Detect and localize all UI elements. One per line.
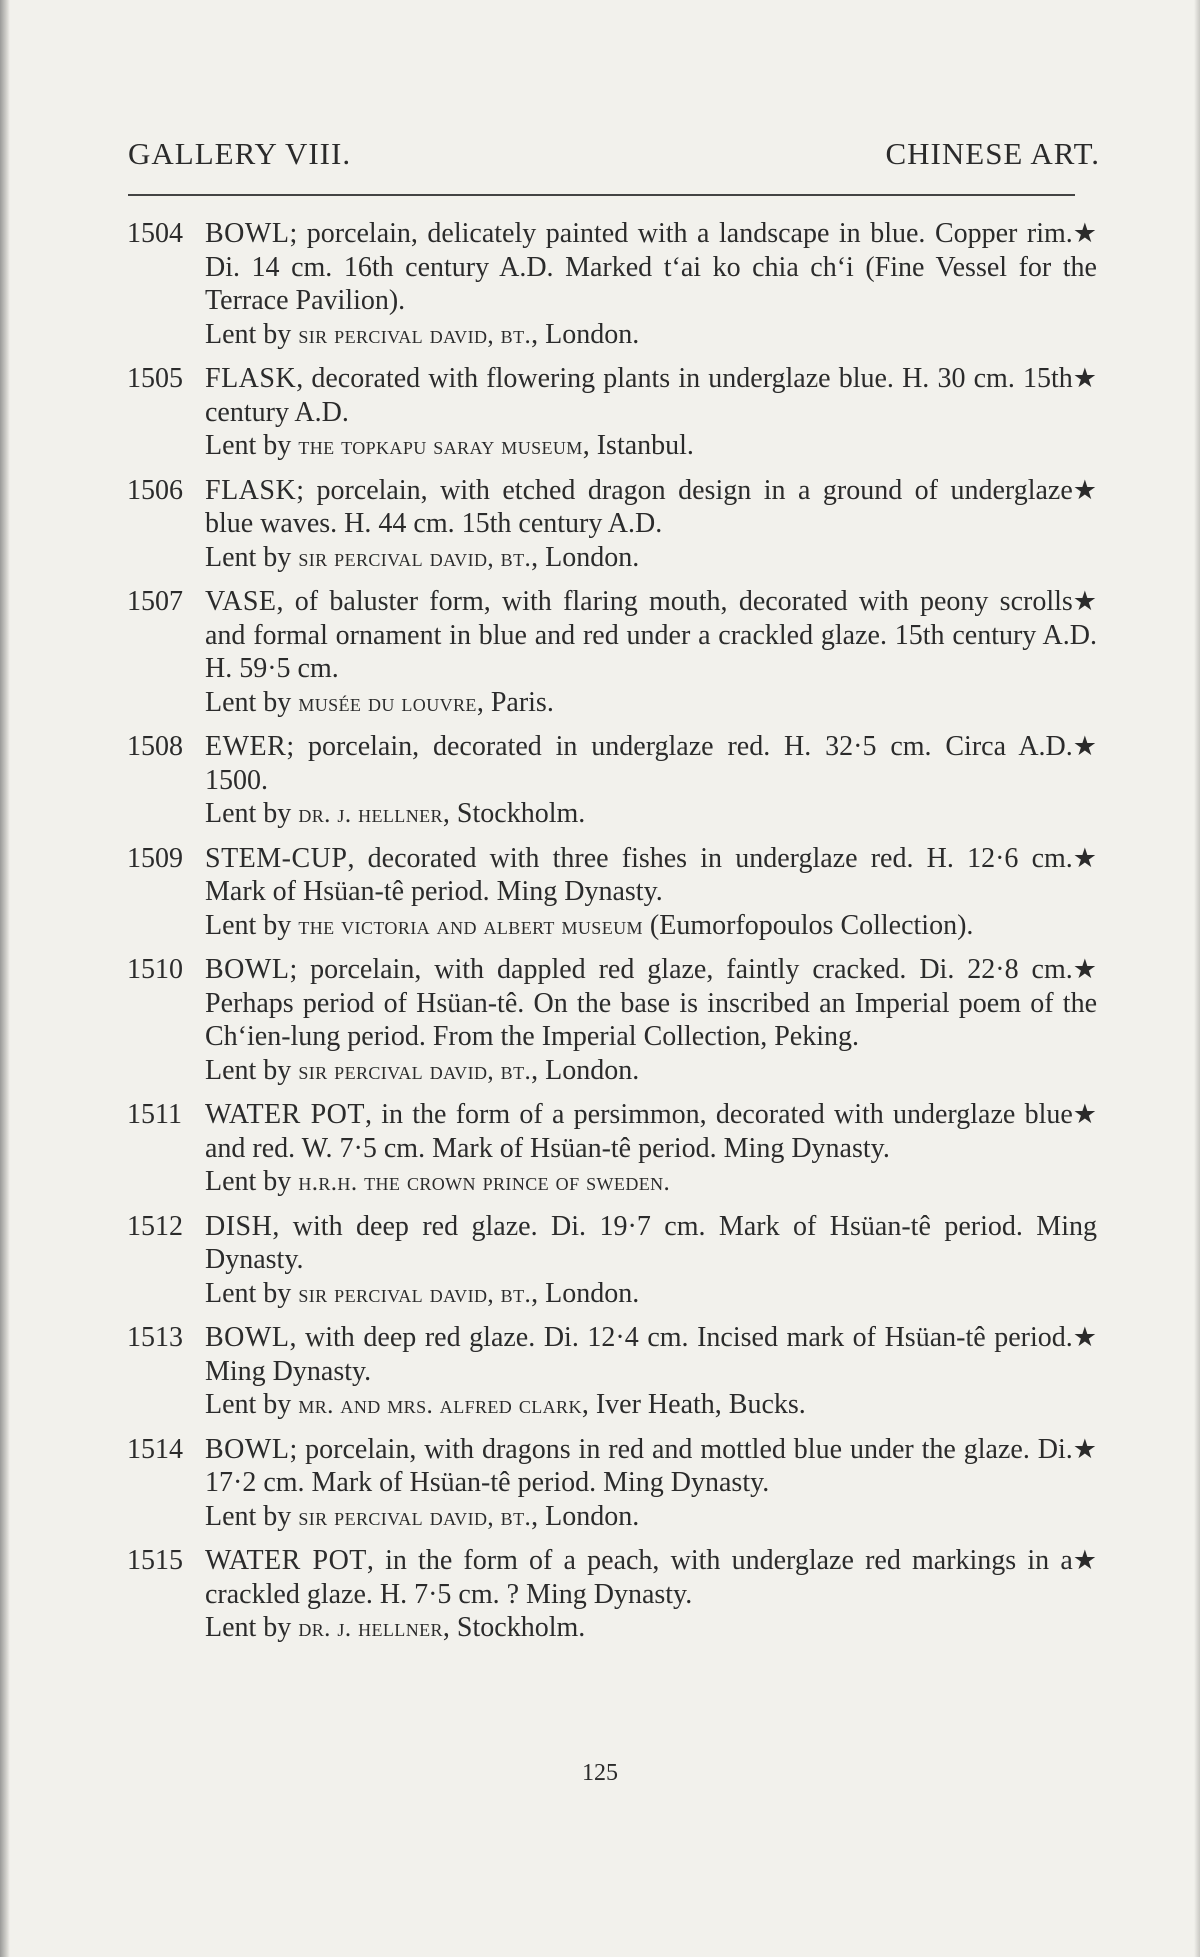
- entry-description: [205, 362, 1097, 429]
- lent-by-label: Lent by: [205, 1612, 292, 1643]
- lender-line: [205, 1611, 1097, 1646]
- object-details: ; porcelain, decorated in underglaze red. H. 32·5 cm. Circa A.D. 1500.: [205, 731, 1073, 796]
- star-mark: ★: [1072, 218, 1097, 248]
- object-details: , decorated with three fishes in underglaze red. H. 12·6 cm. Mark of Hsüan-tê period. Ming Dynasty.: [205, 842, 1073, 907]
- entry-number: 1510: [127, 954, 183, 985]
- catalogue-entry: [127, 1544, 1097, 1646]
- catalogue-entry: [127, 1433, 1097, 1535]
- catalogue-entry: [127, 842, 1097, 944]
- catalogue-entry: [127, 1321, 1097, 1423]
- entry-number: 1513: [127, 1322, 183, 1353]
- lender-name: sir percival david, bt.: [298, 321, 532, 349]
- lender-place: , Stockholm.: [442, 1612, 586, 1643]
- entry-description: [205, 1321, 1097, 1388]
- object-type: FLASK: [205, 474, 297, 506]
- lent-by-label: Lent by: [205, 1389, 292, 1420]
- lender-name: the topkapu saray museum: [298, 433, 583, 460]
- catalogue-entry: [127, 217, 1097, 352]
- catalogue-entries: [127, 217, 1097, 1656]
- entry-body: [205, 1433, 1097, 1535]
- lent-by-label: Lent by: [205, 430, 292, 461]
- entry-description: [205, 730, 1097, 797]
- star-mark: ★: [1072, 1099, 1097, 1129]
- lender-name: sir percival david, bt.: [298, 1057, 532, 1085]
- object-type: BOWL: [205, 1322, 290, 1353]
- object-type: VASE: [205, 586, 277, 617]
- catalogue-entry: [127, 1210, 1097, 1312]
- entry-number: 1515: [127, 1545, 183, 1576]
- entry-body: [205, 1321, 1097, 1423]
- entry-body: [205, 585, 1097, 720]
- lender-line: [205, 1165, 1097, 1200]
- entry-description: [205, 842, 1097, 909]
- lender-name: h.r.h. the crown prince of sweden.: [298, 1169, 671, 1196]
- lent-by-label: Lent by: [205, 541, 292, 573]
- entry-body: [205, 1098, 1097, 1200]
- lender-place: , Stockholm.: [442, 798, 586, 829]
- object-details: , in the form of a persimmon, decorated with underglaze blue and red. W. 7·5 cm. Mark of Hsüan-tê period. Ming Dynasty.: [205, 1099, 1073, 1164]
- entry-description: [205, 1433, 1097, 1500]
- entry-number: 1504: [127, 218, 183, 249]
- entry-description: [205, 1210, 1097, 1277]
- lender-line: [205, 1277, 1097, 1312]
- lender-place: , Paris.: [476, 686, 554, 718]
- lender-line: [205, 797, 1097, 832]
- lender-line: [205, 1388, 1097, 1423]
- entry-body: [205, 474, 1097, 576]
- object-type: BOWL: [205, 954, 290, 985]
- lender-place: , London.: [531, 1054, 640, 1086]
- lent-by-label: Lent by: [205, 909, 292, 941]
- object-type: FLASK: [205, 363, 297, 394]
- lent-by-label: Lent by: [205, 1054, 292, 1086]
- entry-number: 1505: [127, 363, 183, 394]
- entry-body: [205, 217, 1097, 352]
- catalogue-entry: [127, 730, 1097, 832]
- lender-name: musée du louvre: [298, 689, 477, 717]
- entry-number: 1511: [127, 1099, 182, 1130]
- object-details: ; porcelain, with etched dragon design in a ground of underglaze blue waves. H. 44 cm. 15th century A.D.: [205, 474, 1073, 539]
- lender-line: [205, 318, 1097, 353]
- object-details: , in the form of a peach, with underglaze red markings in a crackled glaze. H. 7·5 cm. ? Ming Dynasty.: [205, 1545, 1073, 1610]
- object-type: EWER: [205, 731, 287, 762]
- lent-by-label: Lent by: [205, 1277, 292, 1309]
- running-header: [128, 136, 1100, 172]
- star-mark: ★: [1072, 586, 1097, 616]
- lender-place: , Istanbul.: [582, 430, 694, 461]
- catalogue-entry: [127, 362, 1097, 464]
- lender-place: , London.: [531, 541, 640, 573]
- lender-place: , Iver Heath, Bucks.: [581, 1389, 806, 1420]
- lender-place: (Eumorfopoulos Collection).: [642, 909, 974, 941]
- lender-line: [205, 909, 1097, 944]
- entry-body: [205, 1544, 1097, 1646]
- entry-number: 1506: [127, 474, 183, 506]
- lender-place: , London.: [531, 1500, 640, 1532]
- lender-name: sir percival david, bt.: [298, 1503, 532, 1531]
- entry-number: 1509: [127, 842, 183, 874]
- entry-body: [205, 953, 1097, 1088]
- object-details: , decorated with flowering plants in underglaze blue. H. 30 cm. 15th century A.D.: [205, 363, 1073, 428]
- catalogue-entry: [127, 585, 1097, 720]
- lender-name: dr. j. hellner: [298, 1615, 443, 1642]
- entry-body: [205, 1210, 1097, 1312]
- star-mark: ★: [1072, 1322, 1097, 1352]
- gallery-heading: GALLERY VIII.: [128, 136, 352, 171]
- star-mark: ★: [1072, 842, 1097, 873]
- lender-place: , London.: [531, 1277, 640, 1309]
- object-details: ; porcelain, delicately painted with a landscape in blue. Copper rim. Di. 14 cm. 16th century A.D. Marked t‘ai ko chia ch‘i (Fine Vessel for the Terrace Pavilion).: [205, 218, 1097, 316]
- lender-place: , London.: [531, 318, 640, 350]
- section-heading: CHINESE ART.: [885, 136, 1100, 171]
- entry-body: [205, 842, 1097, 944]
- lent-by-label: Lent by: [205, 798, 292, 829]
- lender-name: sir percival david, bt.: [298, 544, 532, 572]
- object-details: ; porcelain, with dappled red glaze, faintly cracked. Di. 22·8 cm. Perhaps period of Hsüan-tê. On the base is inscribed an Imperial poem of the Ch‘ien-lung period. From the Imperial Collection, Peking.: [205, 954, 1097, 1052]
- lent-by-label: Lent by: [205, 1166, 292, 1197]
- object-type: WATER POT: [205, 1099, 365, 1130]
- catalogue-entry: [127, 474, 1097, 576]
- header-rule: [128, 194, 1075, 196]
- lender-name: the victoria and albert museum: [298, 912, 643, 940]
- lender-line: [205, 541, 1097, 576]
- object-details: ; porcelain, with dragons in red and mottled blue under the glaze. Di. 17·2 cm. Mark of Hsüan-tê period. Ming Dynasty.: [205, 1433, 1073, 1498]
- lent-by-label: Lent by: [205, 1500, 292, 1532]
- entry-description: [205, 217, 1097, 318]
- object-type: STEM-CUP: [205, 842, 348, 874]
- object-type: BOWL: [205, 1433, 290, 1465]
- entry-body: [205, 730, 1097, 832]
- star-mark: ★: [1072, 731, 1097, 761]
- lent-by-label: Lent by: [205, 318, 292, 350]
- entry-number: 1508: [127, 731, 183, 762]
- object-type: WATER POT: [205, 1545, 367, 1576]
- lender-name: sir percival david, bt.: [298, 1280, 532, 1308]
- entry-body: [205, 362, 1097, 464]
- object-type: DISH: [205, 1210, 273, 1242]
- lender-line: [205, 429, 1097, 464]
- object-details: , of baluster form, with flaring mouth, decorated with peony scrolls and formal ornament in blue and red under a crackled glaze. 15th century A.D. H. 59·5 cm.: [205, 586, 1097, 684]
- lender-name: dr. j. hellner: [298, 801, 443, 828]
- page-number: 125: [582, 1760, 618, 1786]
- entry-description: [205, 474, 1097, 541]
- star-mark: ★: [1072, 474, 1097, 505]
- lent-by-label: Lent by: [205, 686, 292, 718]
- entry-number: 1507: [127, 586, 183, 617]
- entry-description: [205, 585, 1097, 686]
- catalogue-entry: [127, 1098, 1097, 1200]
- entry-number: 1512: [127, 1210, 183, 1242]
- lender-line: [205, 1500, 1097, 1535]
- object-details: , with deep red glaze. Di. 19·7 cm. Mark of Hsüan-tê period. Ming Dynasty.: [205, 1210, 1097, 1275]
- lender-line: [205, 1054, 1097, 1089]
- entry-description: [205, 1544, 1097, 1611]
- star-mark: ★: [1072, 1433, 1097, 1464]
- star-mark: ★: [1072, 1545, 1097, 1575]
- entry-number: 1514: [127, 1433, 183, 1465]
- object-type: BOWL: [205, 218, 290, 249]
- star-mark: ★: [1072, 363, 1097, 393]
- object-details: , with deep red glaze. Di. 12·4 cm. Incised mark of Hsüan-tê period. Ming Dynasty.: [205, 1322, 1073, 1387]
- lender-name: mr. and mrs. alfred clark: [298, 1392, 582, 1419]
- catalogue-entry: [127, 953, 1097, 1088]
- lender-line: [205, 686, 1097, 721]
- star-mark: ★: [1072, 954, 1097, 984]
- entry-description: [205, 1098, 1097, 1165]
- entry-description: [205, 953, 1097, 1054]
